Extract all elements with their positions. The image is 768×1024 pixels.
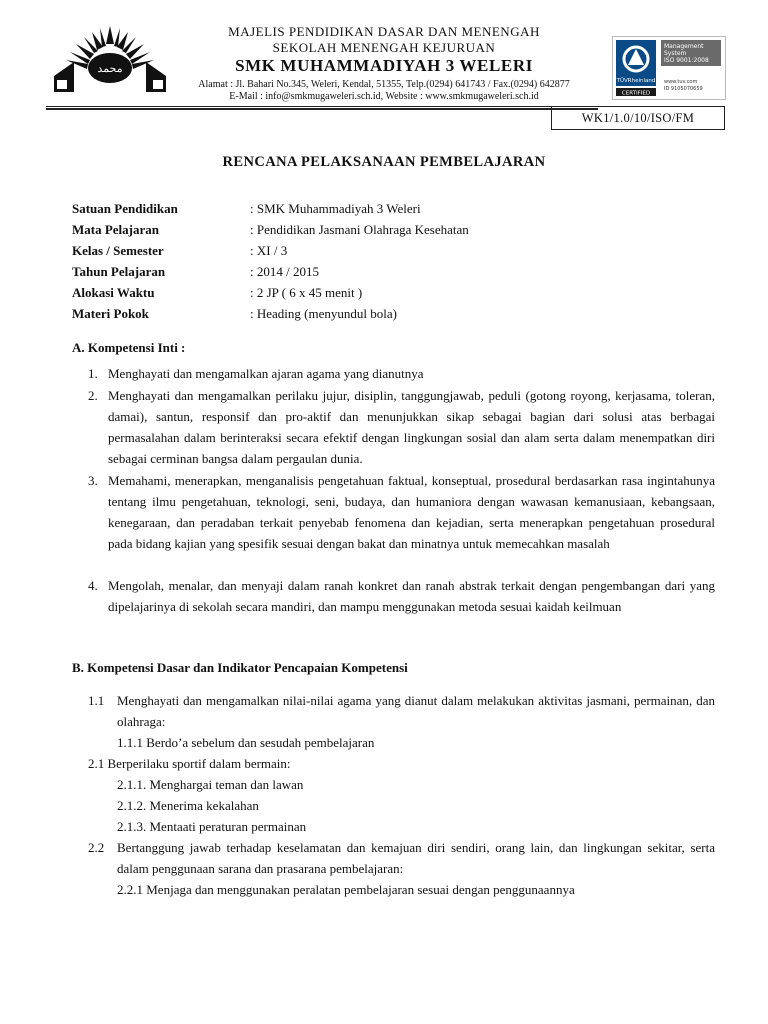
- kd-number: 1.1: [88, 693, 105, 708]
- list-item: Mengolah, menalar, dan menyaji dalam ranah konkret dan ranah abstrak terkait dengan pengembangan dari yang dipelajarinya di sekolah secara mandiri, dan mampu menggunakan metoda sesuai kaidah keilmuan: [108, 578, 715, 614]
- identity-label: Materi Pokok: [72, 306, 149, 321]
- identity-label: Kelas / Semester: [72, 243, 164, 258]
- document-title: RENCANA PELAKSANAAN PEMBELAJARAN: [222, 154, 546, 170]
- section-a-title: A. Kompetensi Inti :: [72, 340, 186, 355]
- header-rule: [46, 106, 598, 107]
- header-line-2: SEKOLAH MENENGAH KEJURUAN: [272, 40, 496, 55]
- identity-value: : 2 JP ( 6 x 45 menit ): [250, 285, 363, 300]
- indicator-item: 2.1.3. Mentaati peraturan permainan: [117, 819, 307, 834]
- tuv-rheinland-certificate: [612, 36, 726, 100]
- identity-label: Satuan Pendidikan: [72, 201, 178, 216]
- identity-value: : SMK Muhammadiyah 3 Weleri: [250, 201, 421, 216]
- identity-label: Mata Pelajaran: [72, 222, 160, 237]
- header-rule-thick: [46, 108, 598, 110]
- cert-line-1: Management: [664, 43, 704, 50]
- identity-label: Alokasi Waktu: [72, 285, 155, 300]
- indicator-item: 2.1.1. Menghargai teman dan lawan: [117, 777, 304, 792]
- document-number-box: WK1/1.0/10/ISO/FM: [551, 106, 725, 130]
- identity-label: Tahun Pelajaran: [72, 264, 166, 279]
- cert-line-3: ISO 9001:2008: [664, 57, 709, 64]
- indicator-item: 1.1.1 Berdo’a sebelum dan sesudah pembelajaran: [117, 735, 375, 750]
- cert-line-2: System: [664, 50, 687, 57]
- list-item: Menghayati dan mengamalkan ajaran agama yang dianutnya: [108, 366, 424, 381]
- school-contact: E-Mail : info@smkmugaweleri.sch.id, Website : www.smkmugaweleri.sch.id: [229, 91, 539, 102]
- cert-brand: TÜVRheinland: [616, 78, 656, 84]
- list-item: Menghayati dan mengamalkan perilaku jujur, disiplin, tanggungjawab, peduli (gotong royong, kerjasama, toleran, damai), santun, responsif dan pro-aktif dan menunjukkan sikap sebagai bagian dari solusi atas berbagai permasalahan dalam berinteraksi secara efektif dengan lingkungan sosial dan alam serta dalam menempatkan diri sebagai cerminan bangsa dalam pergaulan dunia.: [108, 388, 715, 466]
- indicator-item: 2.1.2. Menerima kekalahan: [117, 798, 259, 813]
- kd-number: 2.2: [88, 840, 105, 855]
- section-b-title: B. Kompetensi Dasar dan Indikator Pencapaian Kompetensi: [72, 660, 408, 675]
- kd-text: 2.1 Berperilaku sportif dalam bermain:: [88, 756, 291, 771]
- identity-value: : 2014 / 2015: [250, 264, 319, 279]
- school-name: SMK MUHAMMADIYAH 3 WELERI: [235, 56, 533, 75]
- list-number: 3.: [88, 473, 98, 488]
- kd-text: Bertanggung jawab terhadap keselamatan dan kemajuan diri sendiri, orang lain, dan lingkungan sekitar, serta dalam penggunaan sarana dan prasarana pembelajaran:: [117, 840, 715, 876]
- indicator-item: 2.2.1 Menjaga dan menggunakan peralatan pembelajaran sesuai dengan penggunaannya: [117, 882, 575, 897]
- school-address: Alamat : Jl. Bahari No.345, Weleri, Kendal, 51355, Telp.(0294) 641743 / Fax.(0294) 642877: [198, 79, 570, 90]
- svg-text:محمد: محمد: [97, 62, 123, 75]
- list-number: 2.: [88, 388, 98, 403]
- kd-text: Menghayati dan mengamalkan nilai-nilai agama yang dianut dalam melakukan aktivitas jasmani, permainan, dan olahraga:: [117, 693, 715, 729]
- list-number: 1.: [88, 366, 98, 381]
- identity-value: : Pendidikan Jasmani Olahraga Kesehatan: [250, 222, 469, 237]
- list-number: 4.: [88, 578, 98, 593]
- cert-badge: CERTIFIED: [621, 90, 651, 97]
- cert-id: ID 9105070659: [664, 86, 703, 92]
- header-line-1: MAJELIS PENDIDIKAN DASAR DAN MENENGAH: [228, 24, 540, 39]
- list-item: Memahami, menerapkan, menganalisis pengetahuan faktual, konseptual, prosedural berdasarkan rasa ingintahunya tentang ilmu pengetahuan, teknologi, seni, budaya, dan humaniora dengan wawasan kemanusiaan, kebangsaan, kenegaraan, dan peradaban terkait penyebab fenomena dan kejadian, serta menerapkan pengetahuan prosedural pada bidang kajian yang spesifik sesuai dengan bakat dan minatnya untuk memecahkan masalah: [108, 473, 715, 551]
- cert-site: www.tuv.com: [664, 79, 698, 85]
- identity-value: : XI / 3: [250, 243, 288, 258]
- identity-value: : Heading (menyundul bola): [250, 306, 397, 321]
